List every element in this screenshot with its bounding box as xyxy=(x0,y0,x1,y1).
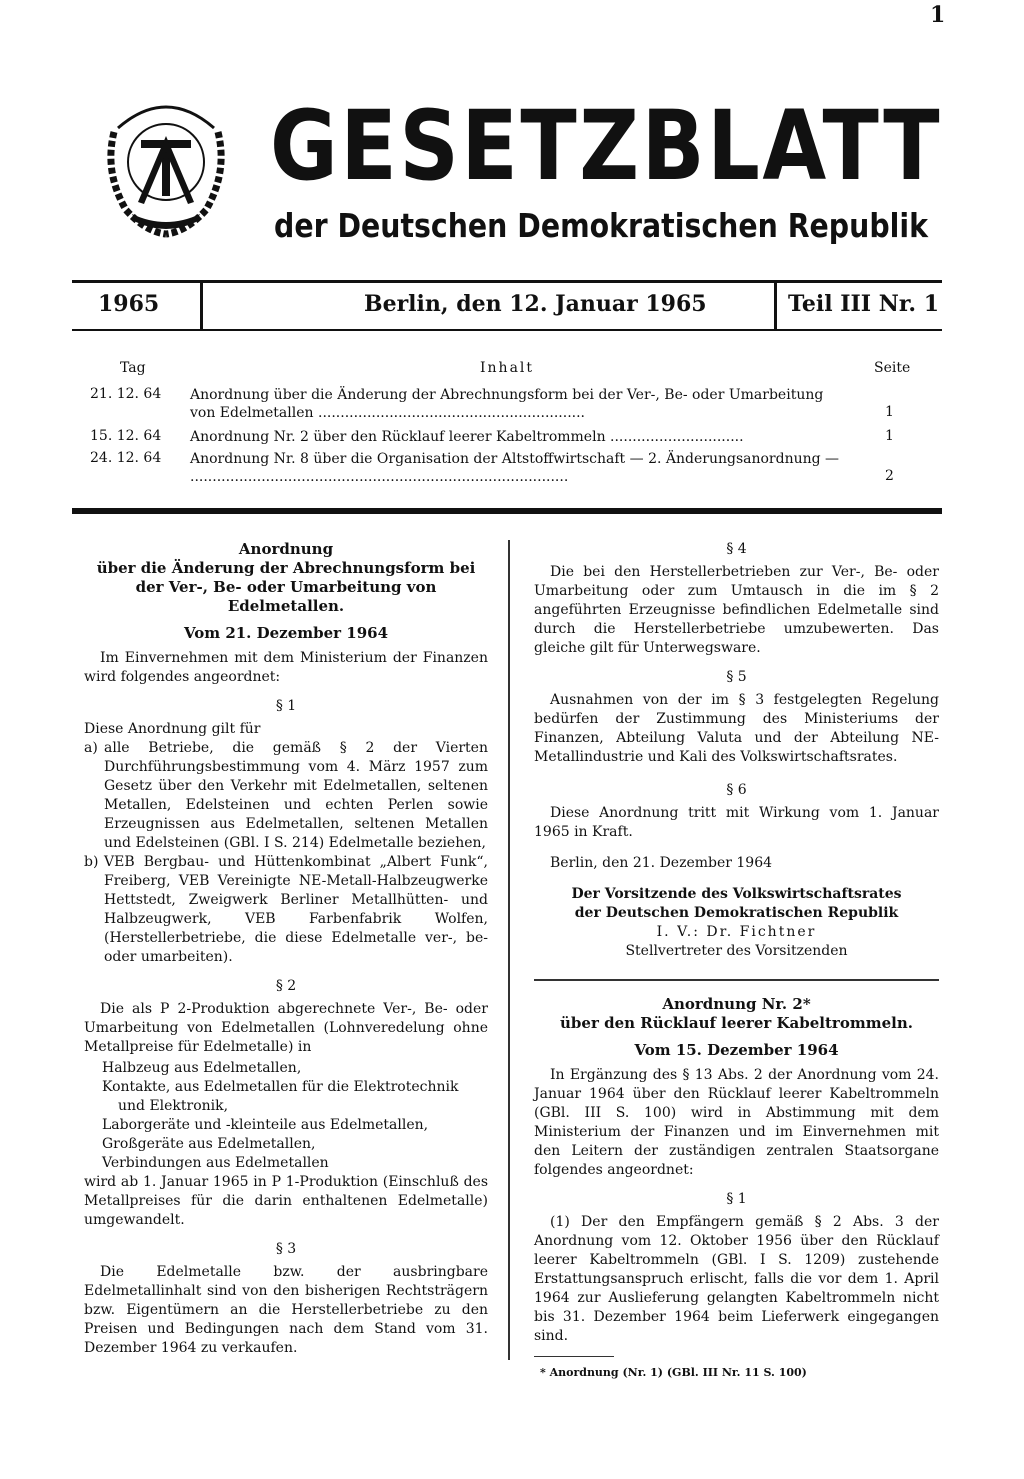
section-text: Diese Anordnung tritt mit Wirkung vom 1. Januar 1965 in Kraft. xyxy=(534,805,939,840)
signature-role: Stellvertreter des Vorsitzenden xyxy=(625,943,848,959)
section-heading: § 2 xyxy=(275,978,297,994)
place-date: Berlin, den 21. Dezember 1964 xyxy=(550,855,773,871)
signature-org-line: der Deutschen Demokratischen Republik xyxy=(574,905,899,921)
list-text: alle Betriebe, die gemäß § 2 der Vierten Durchführungsbestimmung vom 4. März 1957 zum Gesetz über den Verkehr mit Edelmetallen, seltenen Metallen, Edelsteinen und echten Perlen sowie Erzeugnissen aus Edelmetallen, seltenen Metallen und Edelsteinen (GBl. I S. 214) Edelmetalle beziehen, xyxy=(104,740,488,851)
list-item: Halbzeug aus Edelmetallen, xyxy=(102,1060,302,1076)
left-column xyxy=(84,540,488,1360)
masthead-subtitle: der Deutschen Demokratischen Republik xyxy=(274,206,928,245)
right-column xyxy=(534,540,939,1382)
toc-entry-page: 1 xyxy=(885,428,894,444)
list-item xyxy=(84,853,488,967)
section-rule xyxy=(534,979,939,981)
gdr-emblem-icon xyxy=(96,92,236,238)
ordinance-title: Anordnung xyxy=(238,540,334,558)
list-item: Kontakte, aus Edelmetallen für die Elektrotechnik xyxy=(102,1079,459,1095)
list-item: Großgeräte aus Edelmetallen, xyxy=(102,1136,316,1152)
section-rule xyxy=(72,508,942,514)
page-number: 1 xyxy=(930,2,946,28)
toc-entry-page: 1 xyxy=(885,404,894,420)
list-item: und Elektronik, xyxy=(118,1098,229,1114)
ordinance-date: Vom 21. Dezember 1964 xyxy=(183,624,389,642)
product-list xyxy=(84,1059,488,1173)
signature-org-line: Der Vorsitzende des Volkswirtschaftsrates xyxy=(571,886,902,902)
section-text: Ausnahmen von der im § 3 festgelegten Regelung bedürfen der Zustimmung des Ministeriums der Finanzen, Abteilung Valuta und der Abteilung NE-Metallindustrie und Kali des Volkswirtschaftsrates. xyxy=(534,692,939,765)
ordinance-subtitle: über die Änderung der Abrechnungsform bei der Ver-, Be- oder Umarbeitung von Edelmetallen. xyxy=(96,559,476,615)
issue-year: 1965 xyxy=(98,291,160,317)
ordinance-title: Anordnung Nr. 2* xyxy=(662,995,811,1013)
issue-part: Teil III Nr. 1 xyxy=(788,291,940,317)
toc-entry-date: 15. 12. 64 xyxy=(90,428,162,444)
section-text: wird ab 1. Januar 1965 in P 1-Produktion (Einschluß des Metallpreises für die darin enthaltenen Edelmetalle) umgewandelt. xyxy=(84,1174,488,1228)
section-text: (1) Der den Empfängern gemäß § 2 Abs. 3 der Anordnung vom 12. Oktober 1956 über den Rücklauf leerer Kabeltrommeln (GBl. I S. 1209) zustehende Erstattungsanspruch erlischt, falls die vor dem 1. April 1964 zur Auslieferung gelangten Kabeltrommeln nicht bis 31. Dezember 1964 beim Lieferwerk eingegangen sind. xyxy=(534,1214,939,1344)
ordinance-intro: Im Einvernehmen mit dem Ministerium der Finanzen wird folgendes angeordnet: xyxy=(84,650,488,685)
toc-header-title: Inhalt xyxy=(480,360,535,376)
toc-entry-text: Anordnung Nr. 8 über die Organisation der Altstoffwirtschaft — 2. Änderungsanordnung — ..................................................................................... xyxy=(190,451,840,485)
list-label: b) xyxy=(84,854,99,870)
section-text: Die bei den Herstellerbetrieben zur Ver-, Be- oder Umarbeitung oder zum Umtausch in die im § 2 angeführten Erzeugnisse befindlichen Edelmetalle sind durch die Herstellerbetriebe umzubewerten. Das gleiche gilt für Unterwegsware. xyxy=(534,564,939,656)
section-heading: § 6 xyxy=(726,782,747,798)
list-item: Laborgeräte und -kleinteile aus Edelmetallen, xyxy=(102,1117,429,1133)
section-heading: § 5 xyxy=(726,669,747,685)
issue-divider xyxy=(200,283,203,329)
masthead-title: GESETZBLATT xyxy=(270,90,943,202)
list-item: Verbindungen aus Edelmetallen xyxy=(102,1155,329,1171)
section-text: Diese Anordnung gilt für xyxy=(84,721,261,737)
issue-place-date: Berlin, den 12. Januar 1965 xyxy=(364,291,707,317)
toc-entry-date: 24. 12. 64 xyxy=(90,450,162,466)
column-divider xyxy=(508,540,510,1360)
issue-bar xyxy=(72,280,942,331)
toc-entry-text: Anordnung über die Änderung der Abrechnungsform bei der Ver-, Be- oder Umarbeitung von Edelmetallen ............................................................ xyxy=(190,387,824,421)
list-item xyxy=(84,739,488,853)
ordinance-intro: In Ergänzung des § 13 Abs. 2 der Anordnung vom 24. Januar 1964 über den Rücklauf leerer Kabeltrommeln (GBl. III S. 100) wird in Abstimmung mit dem Ministerium der Finanzen und im Einvernehmen mit den Leitern der zuständigen zentralen Staatsorgane folgendes angeordnet: xyxy=(534,1067,939,1178)
toc-entry-text: Anordnung Nr. 2 über den Rücklauf leerer Kabeltrommeln .............................. xyxy=(190,429,744,445)
signature-name: I. V.: Dr. Fichtner xyxy=(656,924,817,940)
toc-header-page: Seite xyxy=(874,360,911,376)
section-text: Die Edelmetalle bzw. der ausbringbare Edelmetallinhalt sind von den bisherigen Rechtsträgern bzw. Eigentümern an die Herstellerbetriebe zu den Preisen und Bedingungen nach dem Stand vom 31. Dezember 1964 zu verkaufen. xyxy=(84,1264,488,1356)
footnote: * Anordnung (Nr. 1) (GBl. III Nr. 11 S. 100) xyxy=(540,1366,807,1379)
list-text: VEB Bergbau- und Hüttenkombinat „Albert Funk“, Freiberg, VEB Vereinigte NE-Metall-Halbzeugwerke Hettstedt, Zweigwerk Berliner Metallhütten- und Halbzeugwerk, VEB Farbenfabrik Wolfen, (Herstellerbetriebe, die diese Edelmetalle ver-, be- oder umarbeiten). xyxy=(104,854,488,965)
section-heading: § 4 xyxy=(726,541,747,557)
toc-entry-page: 2 xyxy=(885,468,894,484)
section-text: Die als P 2-Produktion abgerechnete Ver-, Be- oder Umarbeitung von Edelmetallen (Lohnveredelung ohne Metallpreise für Edelmetalle) in xyxy=(84,1001,488,1055)
issue-divider xyxy=(774,283,777,329)
section-heading: § 1 xyxy=(275,698,297,714)
footnote-rule xyxy=(534,1356,614,1357)
toc-entry-date: 21. 12. 64 xyxy=(90,386,162,402)
section-heading: § 1 xyxy=(726,1191,747,1207)
section-heading: § 3 xyxy=(275,1241,297,1257)
ordinance-subtitle: über den Rücklauf leerer Kabeltrommeln. xyxy=(560,1014,913,1032)
toc-header-date: Tag xyxy=(120,360,146,376)
list-label: a) xyxy=(84,740,98,756)
signature-org xyxy=(534,885,939,923)
ordinance-date: Vom 15. Dezember 1964 xyxy=(634,1041,839,1059)
